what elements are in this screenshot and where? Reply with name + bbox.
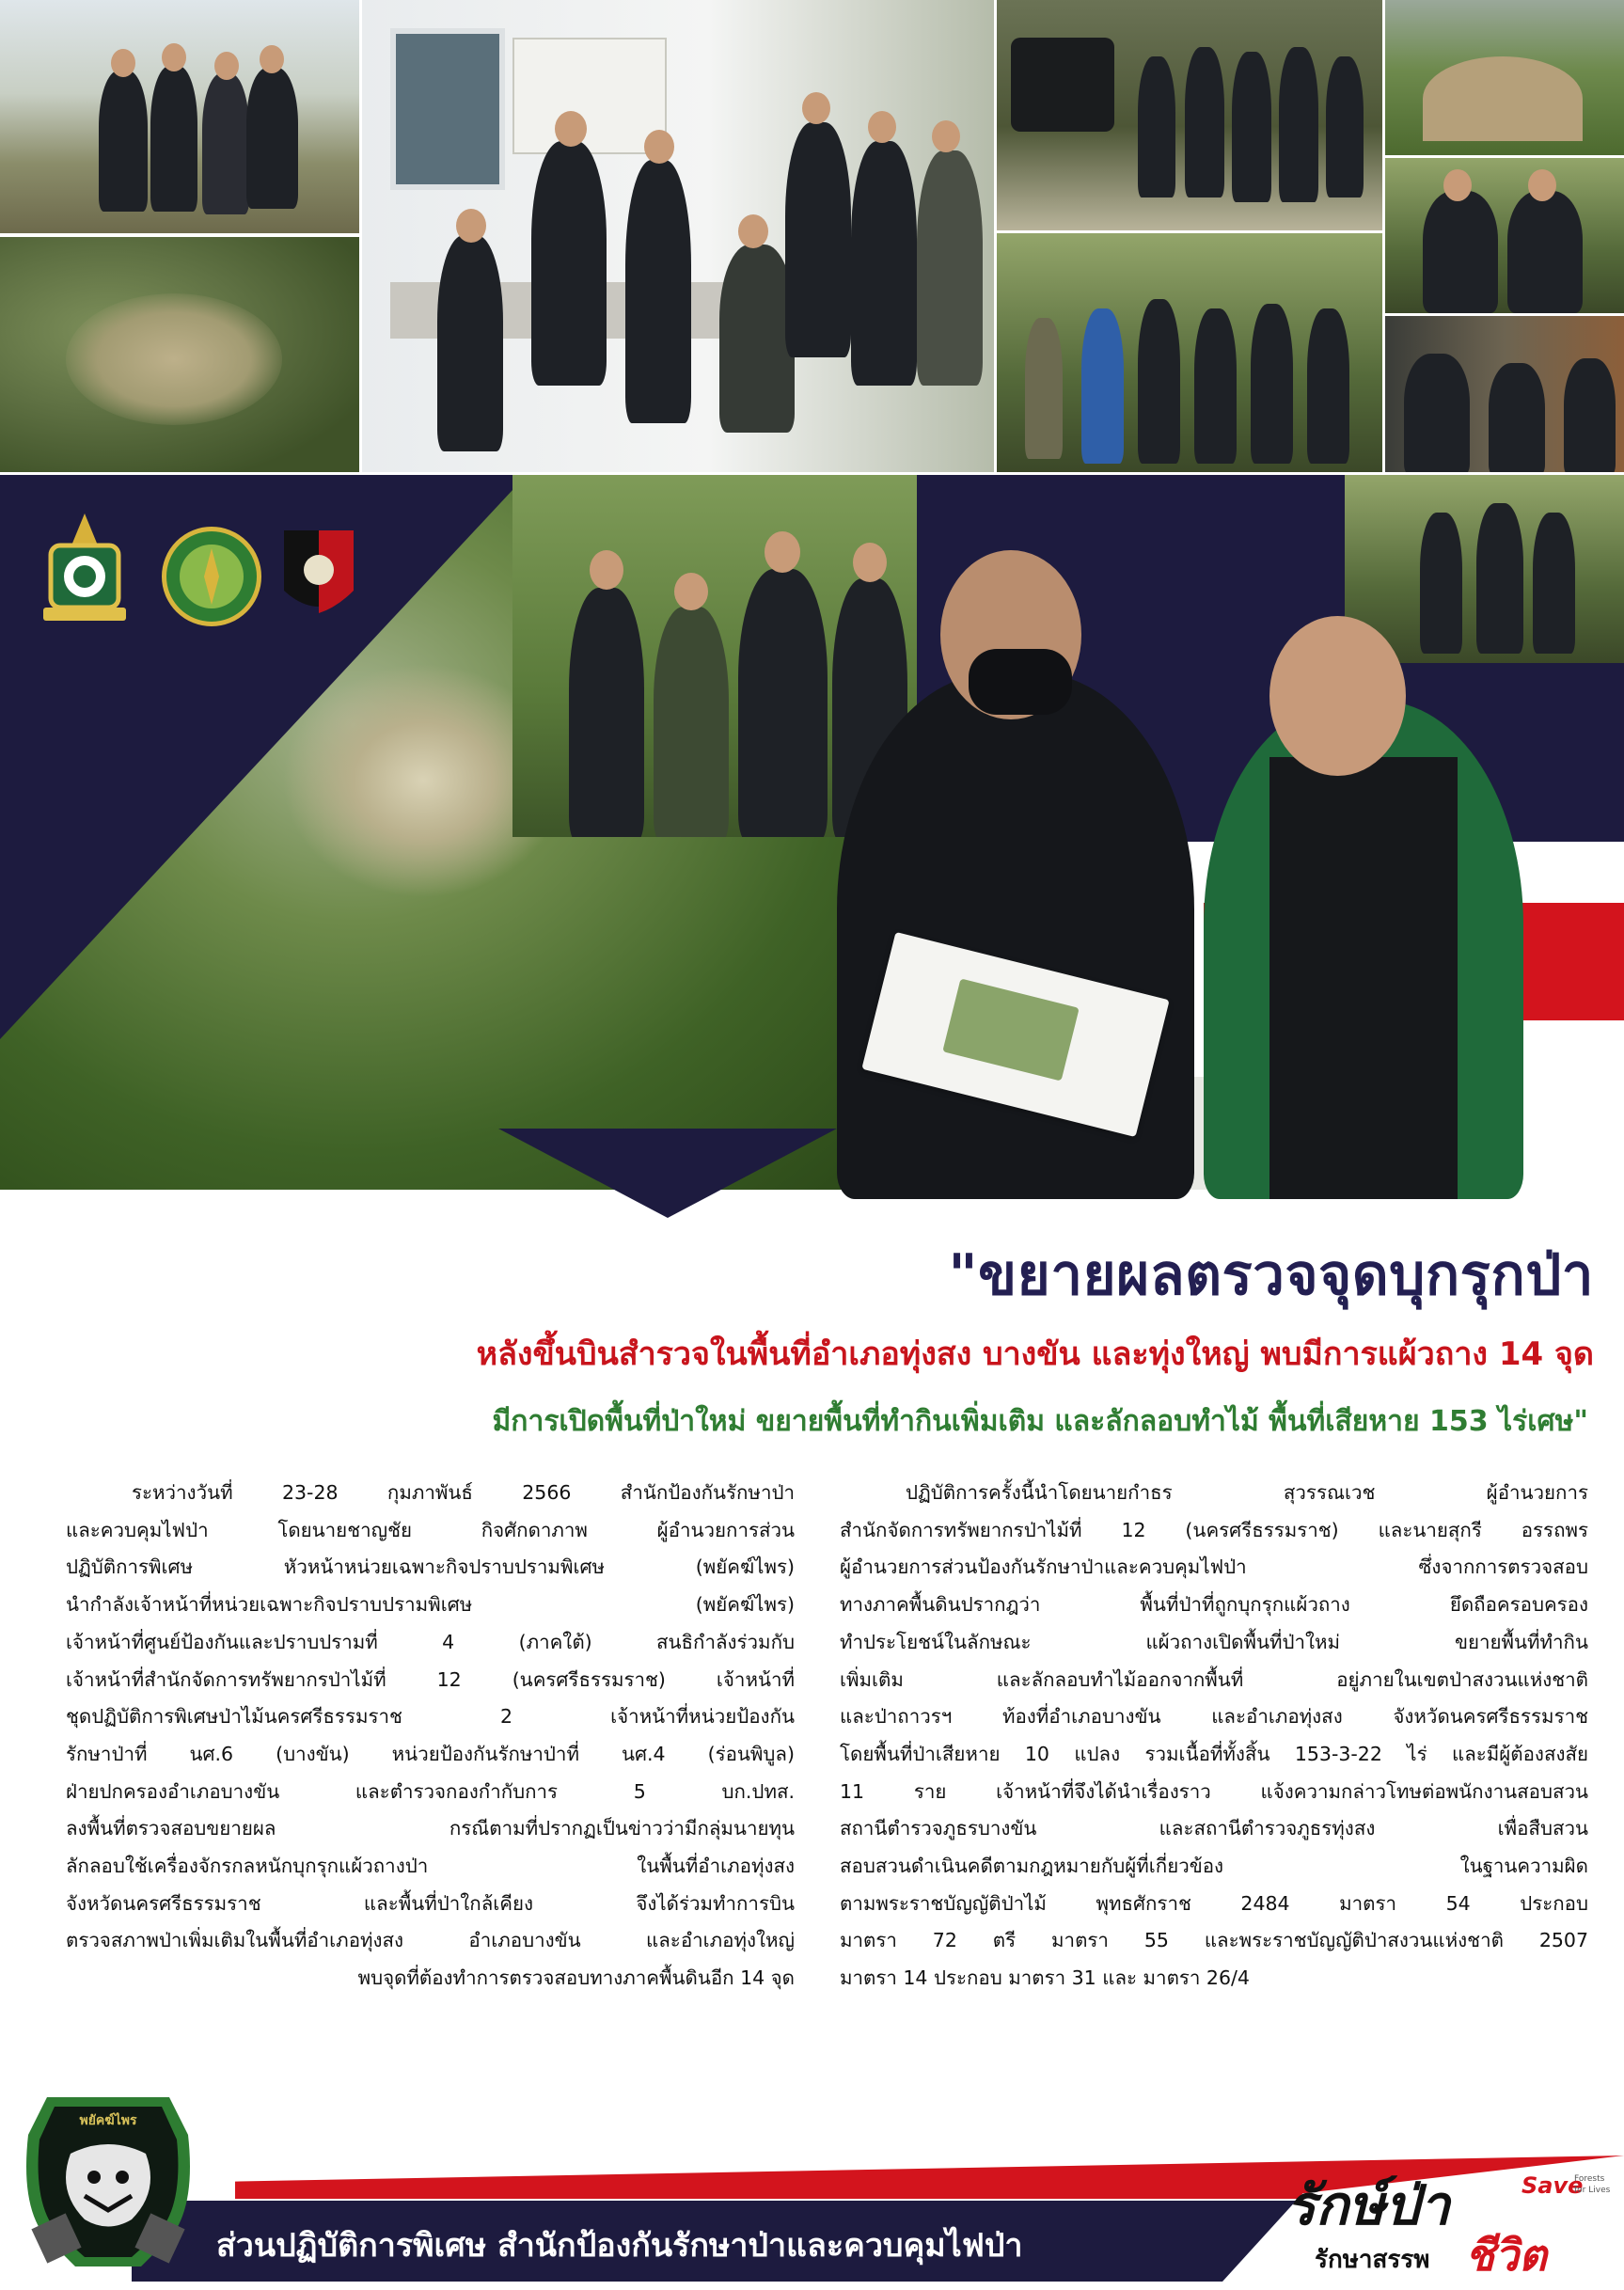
body-line: สถานีตำรวจภูธรบางขัน และสถานีตำรวจภูธรทุ่งสง เพื่อสืบสวน: [840, 1817, 1588, 1840]
headline-subtitle-red: หลังขึ้นบินสำรวจในพื้นที่อำเภอทุ่งสง บางขัน และทุ่งใหญ่ พบมีการแผ้วถาง 14 จุด: [476, 1335, 1594, 1373]
body-line: ตามพระราชบัญญัติป่าไม้ พุทธศักราช 2484 มาตรา 54 ประกอบ: [840, 1891, 1588, 1915]
body-line: และป่าถาวรฯ ท้องที่อำเภอบางขัน และอำเภอทุ่งสง จังหวัดนครศรีธรรมราช: [840, 1705, 1588, 1729]
tiger-unit-label: พยัคฆ์ไพร: [79, 2113, 137, 2128]
body-line: ตรวจสภาพป่าเพิ่มเติมในพื้นที่อำเภอทุ่งสง อำเภอบางขัน และอำเภอทุ่งใหญ่: [66, 1929, 795, 1952]
body-line: 11 ราย เจ้าหน้าที่จึงได้นำเรื่องราว แจ้งความกล่าวโทษต่อพนักงานสอบสวน: [840, 1779, 1588, 1803]
headline-title: "ขยายผลตรวจจุดบุกรุกป่า: [948, 1242, 1594, 1308]
body-line: มาตรา 72 ตรี มาตรา 55 และพระราชบัญญัติป่าสงวนแห่งชาติ 2507: [840, 1929, 1588, 1952]
campaign-sub: รักษาสรรพ: [1315, 2246, 1430, 2274]
body-line: ลักลอบใช้เครื่องจักรกลหนักบุกรุกแผ้วถางป่า ในพื้นที่อำเภอทุ่งสง: [66, 1855, 795, 1878]
body-line: พบจุดที่ต้องทำการตรวจสอบทางภาคพื้นดินอีก 14 จุด: [357, 1966, 795, 1990]
campaign-forests: Forests: [1574, 2174, 1605, 2184]
photo-house-inspection: [1385, 316, 1624, 472]
campaign-save: Save: [1522, 2172, 1584, 2199]
photo-hillside: [1385, 0, 1624, 155]
body-line: เจ้าหน้าที่ศูนย์ป้องกันและปราบปรามที่ 4 (ภาคใต้) สนธิกำลังร่วมกับ: [66, 1630, 795, 1653]
emblem-icon: [24, 508, 145, 628]
photo-field-team: [997, 233, 1382, 472]
body-line: เจ้าหน้าที่สำนักจัดการทรัพยากรป่าไม้ที่ 12 (นครศรีธรรมราช) เจ้าหน้าที่: [66, 1667, 795, 1691]
body-line: เพิ่มเติม และลักลอบทำไม้ออกจากพื้นที่ อยู่ภายในเขตป่าสงวนแห่งชาติ: [840, 1667, 1588, 1691]
photo-officers-jeep: [997, 0, 1382, 230]
body-line: จังหวัดนครศรีธรรมราช และพื้นที่ป่าใกล้เคียง จึงได้ร่วมทำการบิน: [66, 1891, 795, 1915]
campaign-main: รักษ์ป่า: [1286, 2173, 1450, 2237]
body-line: รักษาป่าที่ นศ.6 (บางขัน) หน่วยป้องกันรักษาป่าที่ นศ.4 (ร่อนพิบูล): [66, 1742, 795, 1765]
body-line: ระหว่างวันที่ 23-28 กุมภาพันธ์ 2566 สำนักป้องกันรักษาป่า: [132, 1481, 795, 1504]
unit-badge-icon: [280, 525, 357, 623]
body-line: ปฏิบัติการครั้งนี้นำโดยนายกำธร สุวรรณเวช ผู้อำนวยการ: [906, 1481, 1588, 1504]
photo-officers-drone: [0, 0, 359, 233]
headline-subtitle-green: มีการเปิดพื้นที่ป่าใหม่ ขยายพื้นที่ทำกินเพิ่มเติม และลักลอบทำไม้ พื้นที่เสียหาย 153 ไร่เศษ": [492, 1405, 1588, 1438]
photo-briefing: [362, 0, 994, 472]
tiger-unit-logo: [19, 2078, 197, 2271]
body-line: ลงพื้นที่ตรวจสอบขยายผล กรณีตามที่ปรากฏเป็นข่าวว่ามีกลุ่มนายทุน: [66, 1817, 795, 1840]
body-line: ทางภาคพื้นดินปรากฎว่า พื้นที่ป่าที่ถูกบุกรุกแผ้วถาง ยึดถือครอบครอง: [840, 1593, 1588, 1617]
body-line: ผู้อำนวยการส่วนป้องกันรักษาป่าและควบคุมไฟป่า ซึ่งจากการตรวจสอบ: [840, 1556, 1588, 1579]
body-line: สำนักจัดการทรัพยากรป่าไม้ที่ 12 (นครศรีธรรมราช) และนายสุกรี อรรถพร: [840, 1518, 1588, 1541]
body-line: ทำประโยชน์ในลักษณะ แผ้วถางเปิดพื้นที่ป่าใหม่ ขยายพื้นที่ทำกิน: [840, 1630, 1588, 1653]
body-line: ฝ่ายปกครองอำเภอบางขัน และตำรวจกองกำกับการ 5 บก.ปทส.: [66, 1779, 795, 1803]
body-line: โดยพื้นที่ป่าเสียหาย 10 แปลง รวมเนื้อที่ทั้งสิ้น 153-3-22 ไร่ และมีผู้ต้องสงสัย: [840, 1742, 1588, 1765]
campaign-for-lives: for Lives: [1574, 2186, 1611, 2195]
body-line: มาตรา 14 ประกอบ มาตรา 31 และ มาตรา 26/4: [840, 1966, 1250, 1990]
body-right-column: [840, 1475, 1588, 1998]
body-line: ชุดปฏิบัติการพิเศษป่าไม้นครศรีธรรมราช 2 เจ้าหน้าที่หน่วยป้องกัน: [66, 1705, 795, 1729]
body-line: สอบสวนดำเนินคดีตามกฎหมายกับผู้ที่เกี่ยวข้อง ในฐานความผิด: [840, 1855, 1588, 1878]
photo-aerial-plantation: [0, 237, 359, 472]
body-line: นำกำลังเจ้าหน้าที่หน่วยเฉพาะกิจปราบปรามพิเศษ (พยัคฆ์ไพร): [66, 1593, 795, 1617]
body-line: ปฏิบัติการพิเศษ หัวหน้าหน่วยเฉพาะกิจปราบปรามพิเศษ (พยัคฆ์ไพร): [66, 1556, 795, 1579]
body-left-column: [66, 1475, 795, 1998]
campaign-logo: [1286, 2159, 1616, 2280]
footer-org-text: ส่วนปฏิบัติการพิเศษ สำนักป้องกันรักษาป่าและควบคุมไฟป่า: [216, 2227, 1023, 2265]
seal-icon: [162, 527, 261, 626]
campaign-life: ชีวิต: [1465, 2230, 1547, 2281]
body-line: และควบคุมไฟป่า โดยนายชาญชัย กิจศักดาภาพ ผู้อำนวยการส่วน: [66, 1518, 795, 1541]
photo-two-officers: [1385, 158, 1624, 313]
photo-map-reading: [828, 475, 1624, 1199]
